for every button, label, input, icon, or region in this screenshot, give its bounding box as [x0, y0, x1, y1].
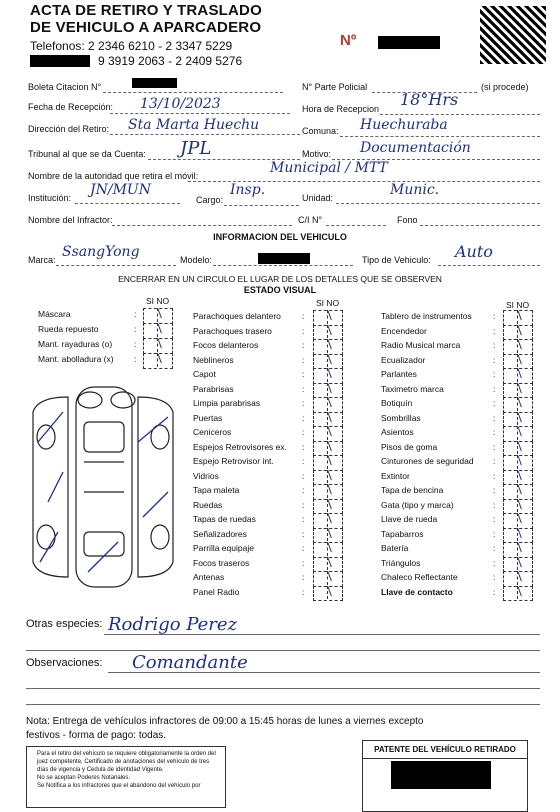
checklist-item: Mant. abolladura (x) [38, 354, 114, 364]
hora-value: 18°Hrs [400, 90, 459, 109]
car-diagram[interactable] [28, 372, 178, 600]
colon-separator: : [493, 499, 496, 510]
comuna-value: Huechuraba [360, 117, 448, 133]
no-check-mark: / [324, 525, 336, 541]
institucion-label: Institución: [28, 193, 72, 203]
checklist-item: Parlantes [381, 369, 417, 379]
checklist-item: Espejo Retrovisor int. [193, 456, 274, 466]
number-label: Nº [340, 32, 357, 49]
no-check-mark: / [514, 380, 526, 396]
colon-separator: : [302, 528, 305, 539]
colon-separator: : [302, 485, 305, 495]
colon-separator: : [134, 309, 137, 319]
colon-separator: : [493, 383, 496, 394]
no-check-mark: / [324, 409, 336, 425]
fecha-label: Fecha de Recepción: [28, 102, 114, 112]
note-line-1: Nota: Entrega de vehículos infractores de 09:00 a 15:45 horas de lunes a viernes excepto [26, 716, 424, 727]
checklist-item: Batería [381, 543, 409, 553]
conditions-box [26, 746, 226, 808]
phones-line-2: 9 3919 2063 - 2 2409 5276 [98, 54, 243, 68]
checklist-item: Cinturones de seguridad [381, 456, 474, 466]
no-check-mark: / [514, 511, 526, 526]
checklist-item: Rueda repuesto [38, 324, 99, 334]
no-check-mark: / [514, 482, 526, 497]
colon-separator: : [302, 427, 305, 437]
no-check-mark: / [324, 424, 336, 439]
colon-separator: : [493, 340, 496, 350]
no-check-mark: / [514, 395, 526, 410]
boleta-redaction [132, 78, 177, 88]
no-check-mark: / [514, 424, 526, 439]
colon-separator: : [302, 470, 305, 481]
checklist-item: Señalizadores [193, 528, 247, 539]
colon-separator: : [302, 557, 305, 568]
no-check-mark: / [514, 540, 526, 555]
redaction [30, 55, 90, 67]
colon-separator: : [493, 369, 496, 379]
colon-separator: : [493, 441, 496, 452]
modelo-redaction [258, 253, 310, 264]
fono-label: Fono [397, 215, 418, 225]
checklist-item: Extintor [381, 470, 410, 481]
checklist-item: Parachoques delantero [193, 311, 281, 321]
colon-separator: : [302, 325, 305, 336]
colon-separator: : [493, 412, 496, 423]
patente-box [362, 740, 528, 812]
obs-label: Observaciones: [26, 657, 103, 669]
patente-label: PATENTE DEL VEHÍCULO RETIRADO [363, 741, 527, 759]
autoridad-label: Nombre de la autoridad que retira el móvil: [28, 171, 199, 181]
no-check-mark: / [324, 453, 336, 468]
colon-separator: : [134, 339, 137, 349]
colon-separator: : [302, 441, 305, 452]
checklist-item: Chaleco Reflectante [381, 572, 458, 582]
motivo-label: Motivo: [302, 149, 332, 159]
no-check-mark: / [324, 569, 336, 584]
checklist-item: Tapas de ruedas [193, 514, 256, 524]
colon-separator: : [493, 586, 496, 597]
direccion-value: Sta Marta Huechu [128, 117, 260, 133]
checklist-item: Puertas [193, 412, 223, 423]
colon-separator: : [493, 456, 496, 466]
colon-separator: : [302, 340, 305, 350]
number-redaction [378, 36, 440, 49]
colon-separator: : [302, 543, 305, 553]
no-check-mark: / [514, 554, 526, 570]
si-procede-label: (si procede) [481, 82, 529, 92]
checklist-item: Ceniceros [193, 427, 232, 437]
no-check-mark: / [324, 322, 336, 338]
phones-line-1: Telefonos: 2 2346 6210 - 2 3347 5229 [30, 39, 233, 53]
marca-label: Marca: [28, 255, 56, 265]
no-check-mark: / [514, 366, 526, 381]
tribunal-label: Tribunal al que se da Cuenta: [28, 149, 146, 159]
colon-separator: : [302, 412, 305, 423]
checklist-item: Neblineros [193, 354, 234, 365]
checklist-item: Parachoques trasero [193, 325, 272, 336]
colon-separator: : [493, 572, 496, 582]
no-check-mark: / [514, 525, 526, 541]
no-check-mark: / [154, 351, 166, 366]
no-check-mark: / [324, 511, 336, 526]
checklist-item: Focos delanteros [193, 340, 259, 350]
checklist-item: Taximetro marca [381, 383, 444, 394]
checklist-item: Triángulos [381, 557, 421, 568]
colon-separator: : [302, 572, 305, 582]
bullet-2: No se aceptan Poderes Notariales. [37, 775, 131, 781]
si-no-left: SI NO [146, 296, 170, 306]
otras-value: Rodrigo Perez [108, 614, 238, 635]
no-check-mark: / [324, 554, 336, 570]
checklist-item: Capot [193, 369, 216, 379]
no-check-mark: / [324, 496, 336, 512]
colon-separator: : [302, 354, 305, 365]
colon-separator: : [493, 485, 496, 495]
no-check-mark: / [514, 467, 526, 483]
colon-separator: : [302, 383, 305, 394]
no-check-mark: / [324, 395, 336, 410]
vehicle-section-title: INFORMACION DEL VEHICULO [213, 232, 347, 242]
checklist-item: Tablero de instrumentos [381, 311, 472, 321]
no-check-mark: / [514, 337, 526, 352]
motivo-value: Documentación [360, 140, 471, 156]
estado-title: ESTADO VISUAL [243, 285, 317, 295]
checklist-item: Llave de contacto [381, 586, 453, 597]
colon-separator: : [302, 398, 305, 408]
checklist-item: Parabrisas [193, 383, 234, 394]
checklist-item: Espejos Retrovisores ex. [193, 441, 288, 452]
colon-separator: : [302, 456, 305, 466]
checklist-item: Asientos [381, 427, 414, 437]
no-check-mark: / [514, 438, 526, 454]
no-check-mark: / [324, 482, 336, 497]
no-check-mark: / [324, 380, 336, 396]
no-check-mark: / [514, 322, 526, 338]
colon-separator: : [493, 470, 496, 481]
bullet-3: Se Notifica a los infractores que el abandono del vehículo por [37, 783, 201, 789]
checklist-item: Panel Radio [193, 586, 240, 597]
boleta-label: Boleta Citacion N° [28, 82, 102, 92]
checklist-item: Tapabarros [381, 528, 424, 539]
checklist-item: Encendedor [381, 325, 427, 336]
tipo-value: Auto [455, 242, 493, 261]
checklist-item: Pisos de goma [381, 441, 438, 452]
modelo-label: Modelo: [180, 255, 213, 265]
marca-value: SsangYong [62, 244, 140, 260]
no-check-mark: / [514, 308, 526, 323]
no-check-mark: / [324, 308, 336, 323]
unidad-label: Unidad: [302, 193, 334, 203]
checklist-item: Tapa maleta [193, 485, 240, 495]
no-check-mark: / [324, 351, 336, 367]
direccion-label: Dirección del Retiro: [28, 124, 110, 134]
checklist-item: Ruedas [193, 499, 223, 510]
no-check-mark: / [324, 337, 336, 352]
bullet-1: Para el retiro del vehículo se requiere obligatoriamente la orden del juez competente, Certificado de anotaciones del vehículo de tres días de vigencia y Cedula de identidad Vigente. [37, 751, 216, 773]
no-check-mark: / [154, 306, 166, 321]
ci-label: C/I N° [298, 215, 323, 225]
colon-separator: : [302, 369, 305, 379]
unidad-value: Munic. [390, 182, 440, 198]
colon-separator: : [493, 398, 496, 408]
cargo-value: Insp. [230, 182, 266, 198]
no-check-mark: / [324, 540, 336, 555]
colon-separator: : [493, 528, 496, 539]
colon-separator: : [493, 427, 496, 437]
checklist-item: Parrilla equipaje [193, 543, 254, 553]
colon-separator: : [493, 311, 496, 321]
no-check-mark: / [514, 409, 526, 425]
checklist-item: Llave de rueda [381, 514, 438, 524]
colon-separator: : [302, 586, 305, 597]
si-no-right: SI NO [506, 300, 530, 310]
checklist-item: Sombrillas [381, 412, 421, 423]
tribunal-value: JPL [180, 138, 212, 159]
no-check-mark: / [324, 583, 336, 599]
checklist-item: Focos traseros [193, 557, 250, 568]
colon-separator: : [493, 325, 496, 336]
checklist-item: Vidrios [193, 470, 219, 481]
no-check-mark: / [154, 336, 166, 351]
checklist-item: Radio Musical marca [381, 340, 461, 350]
colon-separator: : [493, 354, 496, 365]
no-check-mark: / [154, 321, 166, 336]
qr-code [480, 6, 546, 64]
no-check-mark: / [514, 496, 526, 512]
colon-separator: : [493, 557, 496, 568]
checklist-item: Tapa de bencina [381, 485, 444, 495]
tipo-label: Tipo de Vehiculo: [362, 255, 431, 265]
checklist-item: Antenas [193, 572, 225, 582]
no-check-mark: / [514, 569, 526, 584]
title-line-2: DE VEHICULO A APARCADERO [30, 19, 262, 36]
checklist-item: Mant. rayaduras (o) [38, 339, 113, 349]
otras-label: Otras especies: [26, 618, 103, 630]
patente-redaction [391, 761, 491, 789]
colon-separator: : [302, 499, 305, 510]
checklist-item: Limpia parabrisas [193, 398, 261, 408]
no-check-mark: / [324, 438, 336, 454]
no-check-mark: / [324, 467, 336, 483]
no-check-mark: / [514, 351, 526, 367]
fecha-value: 13/10/2023 [140, 96, 221, 112]
obs-value: Comandante [132, 652, 248, 673]
instructions: ENCERRAR EN UN CIRCULO EL LUGAR DE LOS DETALLES QUE SE OBSERVEN [118, 274, 442, 284]
no-check-mark: / [514, 453, 526, 468]
parte-label: N° Parte Policial [302, 82, 368, 92]
checklist-item: Gata (tipo y marca) [381, 499, 454, 510]
checklist-item: Ecualizador [381, 354, 426, 365]
colon-separator: : [302, 514, 305, 524]
infractor-label: Nombre del Infractor: [28, 215, 113, 225]
no-check-mark: / [324, 366, 336, 381]
colon-separator: : [302, 311, 305, 321]
title-line-1: ACTA DE RETIRO Y TRASLADO [30, 2, 262, 19]
colon-separator: : [493, 543, 496, 553]
institucion-value: JN/MUN [90, 182, 151, 198]
si-no-middle: SI NO [316, 298, 340, 308]
checklist-item: Botiquín [381, 398, 413, 408]
cargo-label: Cargo: [196, 195, 224, 205]
autoridad-value: Municipal / MTT [270, 160, 388, 176]
checklist-item: Máscara [38, 309, 71, 319]
hora-label: Hora de Recepcion [302, 104, 380, 114]
comuna-label: Comuna: [302, 126, 339, 136]
note-line-2: festivos - forma de pago: todas. [26, 730, 167, 741]
colon-separator: : [134, 354, 137, 364]
colon-separator: : [493, 514, 496, 524]
no-check-mark: / [514, 583, 526, 599]
colon-separator: : [134, 324, 137, 334]
